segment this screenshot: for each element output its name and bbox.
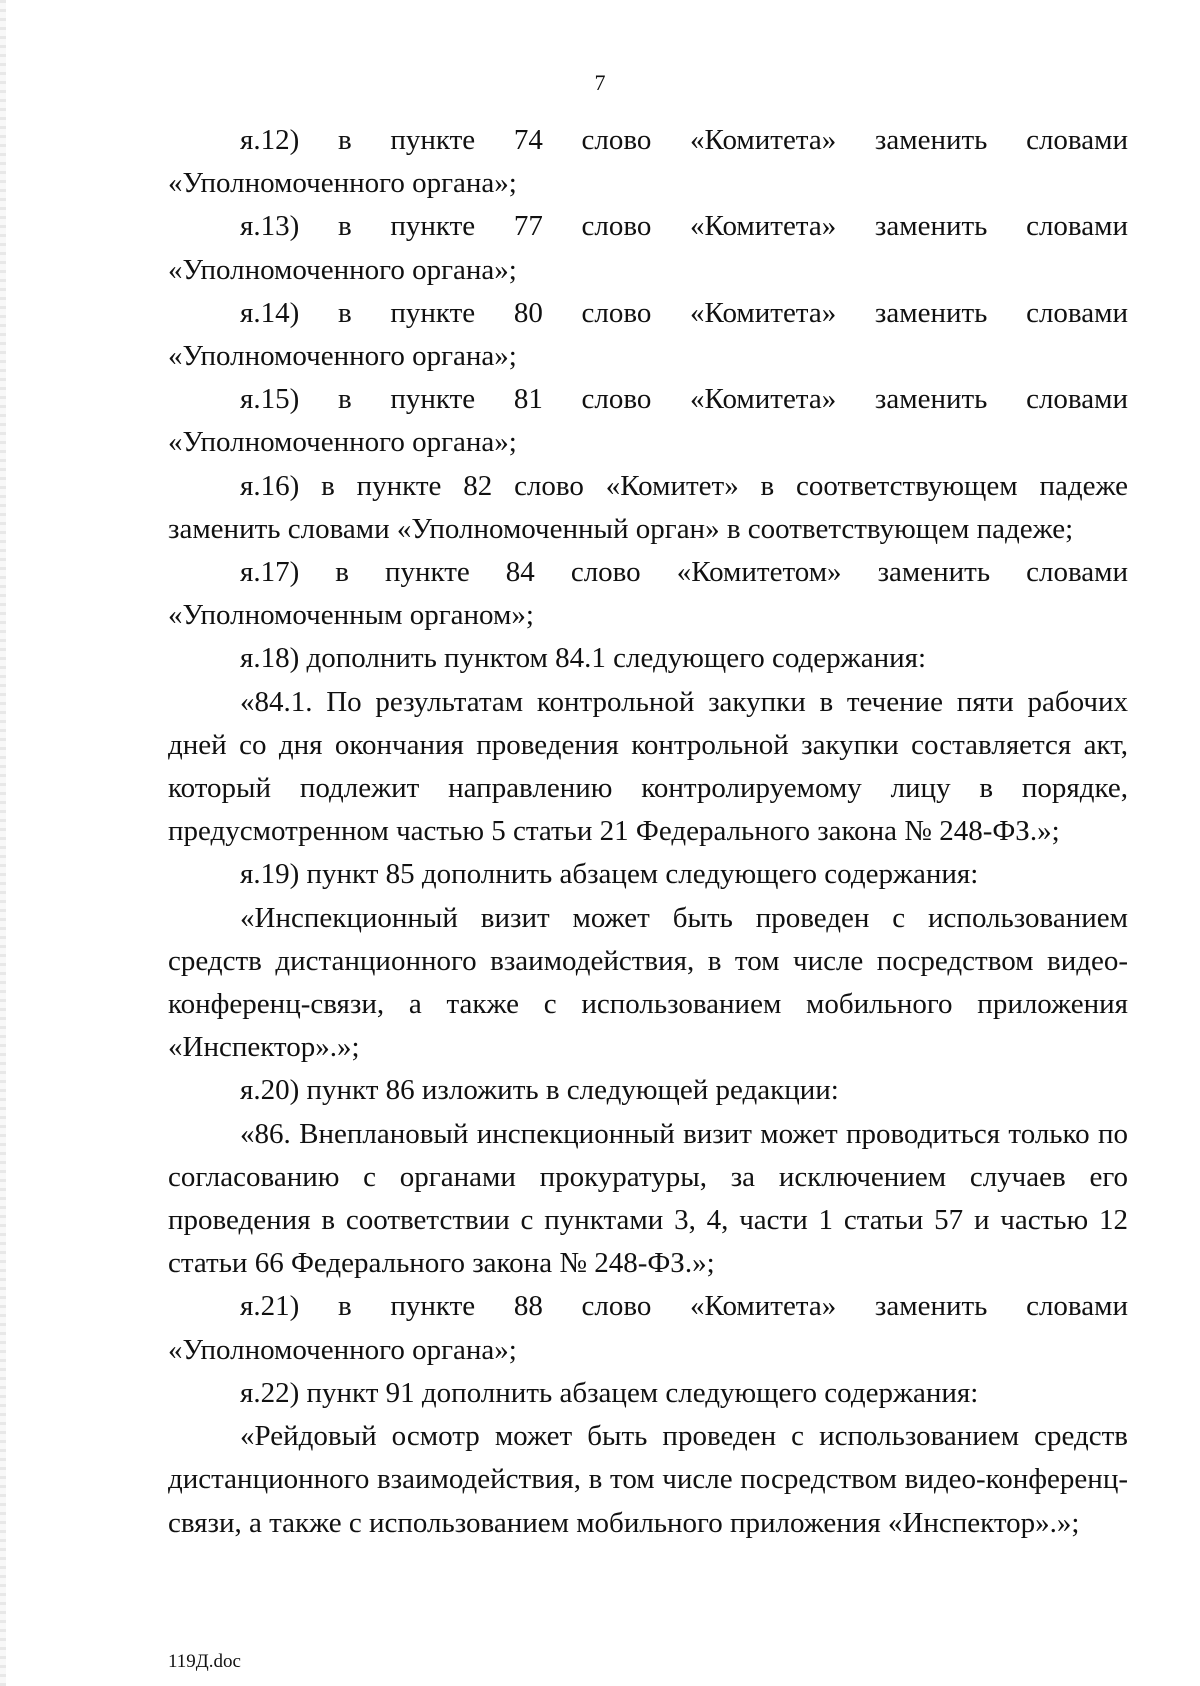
page-number: 7 [594,70,606,95]
paragraph-item-13: я.13) в пункте 77 слово «Комитета» заменить словами «Уполномоченного органа»; [168,210,1128,286]
paragraph-item-14: я.14) в пункте 80 слово «Комитета» заменить словами «Уполномоченного органа»; [168,296,1128,373]
paragraph-quote-84-1: «84.1. По результатам контрольной закупки в течение пяти рабочих дней со дня окончания проведения контрольной закупки составляется акт, который подлежит направлению контролируемому лицу в порядке, предусмотренном частью 5 статьи 21 Федерального закона № 248-ФЗ.»; [168,685,1128,848]
paragraph-item-22: я.22) пункт 91 дополнить абзацем следующего содержания: [240,1376,979,1409]
paragraph-item-19: я.19) пункт 85 дополнить абзацем следующего содержания: [240,858,979,891]
paragraph-item-20: я.20) пункт 86 изложить в следующей редакции: [240,1074,839,1107]
paragraph-item-18: я.18) дополнить пунктом 84.1 следующего содержания: [240,642,927,675]
paragraph-item-16: я.16) в пункте 82 слово «Комитет» в соответствующем падеже заменить словами «Уполномоченный орган» в соответствующем падеже; [168,469,1128,545]
paragraph-item-21: я.21) в пункте 88 слово «Комитета» заменить словами «Уполномоченного органа»; [168,1290,1128,1366]
paragraph-item-12: я.12) в пункте 74 слово «Комитета» заменить словами «Уполномоченного органа»; [168,124,1128,200]
document-body [168,119,1128,1545]
paragraph-quote-inspection-visit: «Инспекционный визит может быть проведен с использованием средств дистанционного взаимодействия, в том числе посредством видео-конференц-связи, а также с использованием мобильного приложения «Инспектор».»; [168,901,1128,1064]
footer-filename: 119Д.doc [168,1651,241,1672]
paragraph-item-15: я.15) в пункте 81 слово «Комитета» заменить словами «Уполномоченного органа»; [168,383,1128,459]
paragraph-quote-raid-inspection: «Рейдовый осмотр может быть проведен с использованием средств дистанционного взаимодействия, в том числе посредством видео-конференц-связи, а также с использованием мобильного приложения «Инспектор».»; [168,1420,1128,1539]
paragraph-item-17: я.17) в пункте 84 слово «Комитетом» заменить словами «Уполномоченным органом»; [168,556,1128,632]
paragraph-quote-86: «86. Внеплановый инспекционный визит может проводиться только по согласованию с органами прокуратуры, за исключением случаев его проведения в соответствии с пунктами 3, 4, части 1 статьи 57 и частью 12 статьи 66 Федерального закона № 248-ФЗ.»; [168,1117,1128,1280]
